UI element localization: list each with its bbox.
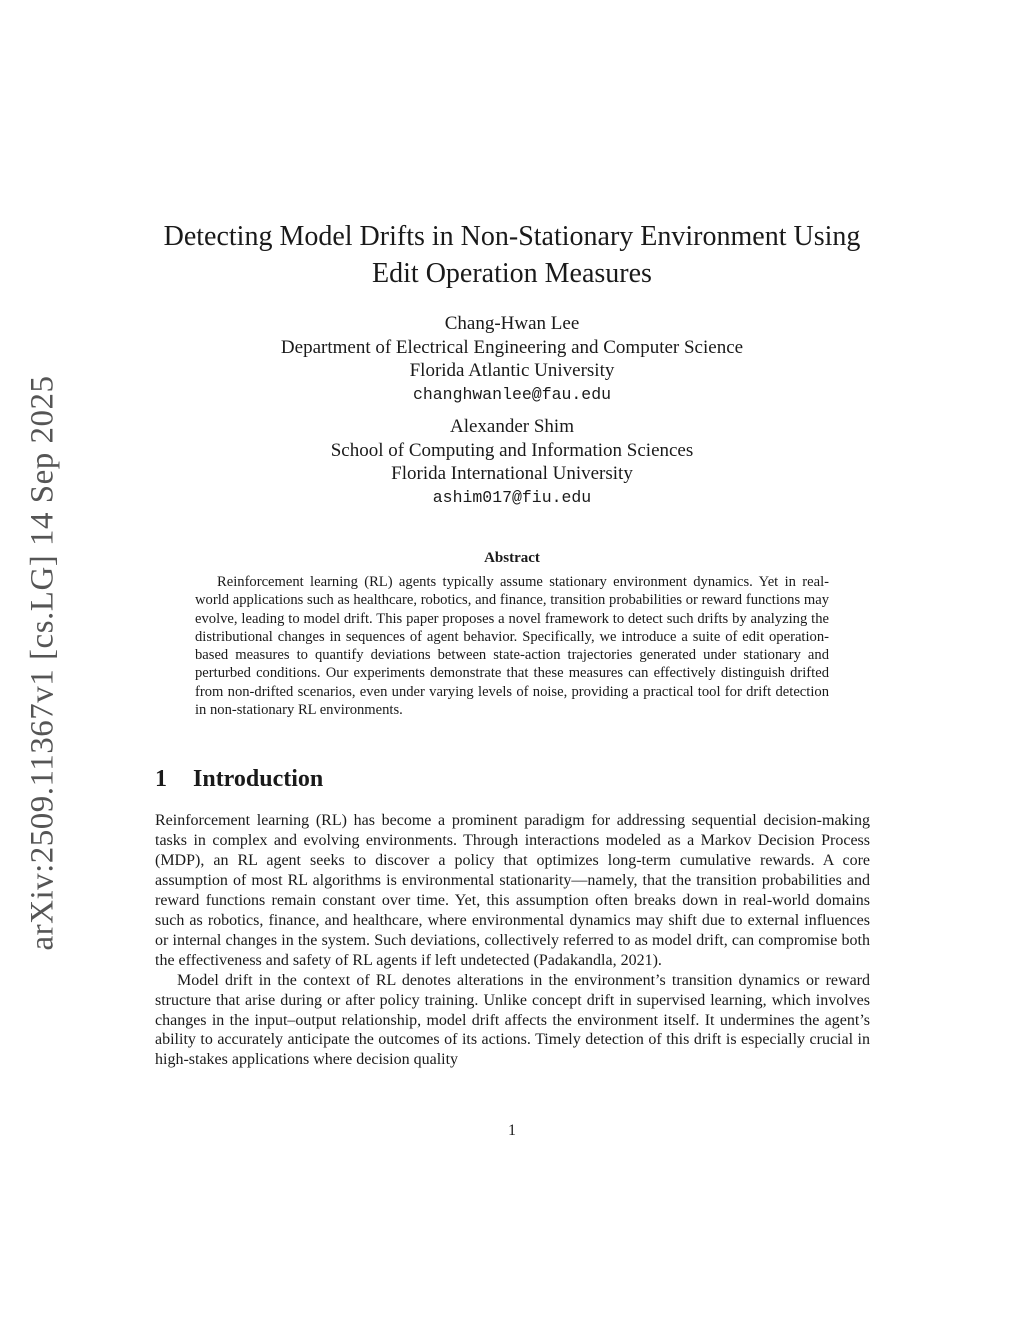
body-paragraph-2: Model drift in the context of RL denotes alterations in the environment’s transition dynamics or reward structure that arise during or after policy training. Unlike concept drift in supervised learning, which involves changes in the input–output relationship, model drift affects the environment itself. It undermines the agent’s ability to accurately anticipate the outcomes of its actions. Timely detection of this drift is especially crucial in high-stakes applications where decision quality — [155, 971, 870, 1069]
section-heading — [155, 766, 323, 793]
author-department: School of Computing and Information Sciences — [330, 439, 694, 461]
section-number: 1 — [155, 766, 167, 792]
author-university: Florida International University — [391, 463, 633, 484]
abstract-heading: Abstract — [484, 550, 540, 566]
body-paragraph-1: Reinforcement learning (RL) has become a prominent paradigm for addressing sequential decision-making tasks in complex and evolving environments. Through interactions modeled as a Markov Decision Process (MDP), an RL agent seeks to discover a policy that optimizes long-term cumulative rewards. A core assumption of most RL algorithms is environmental stationarity—namely, that the transition probabilities and reward functions remain constant over time. Yet, this assumption often breaks down in real-world domains such as robotics, finance, and healthcare, where environmental dynamics may shift due to external influences or internal changes in the system. Such deviations, collectively referred to as model drift, can compromise both the effectiveness and safety of RL agents if left undetected (Padakandla, 2021). — [155, 812, 870, 969]
section-body — [155, 811, 870, 1070]
author-name: Alexander Shim — [449, 416, 574, 437]
author-email[interactable]: changhwanlee@fau.edu — [412, 384, 612, 404]
author-block-2 — [130, 415, 894, 509]
author-name: Chang-Hwan Lee — [444, 313, 580, 334]
title-line-1: Detecting Model Drifts in Non-Stationary Environment Using — [163, 221, 861, 252]
author-department: Department of Electrical Engineering and Computer Science — [280, 336, 744, 358]
author-block-1 — [130, 312, 894, 406]
paper-title — [130, 218, 894, 292]
title-line-2: Edit Operation Measures — [372, 258, 652, 289]
arxiv-identifier-stamp: arXiv:2509.11367v1 [cs.LG] 14 Sep 2025 — [24, 375, 61, 951]
author-email[interactable]: ashim017@fiu.edu — [432, 487, 592, 507]
author-university: Florida Atlantic University — [409, 360, 615, 381]
abstract-text: Reinforcement learning (RL) agents typically assume stationary environment dynamics. Yet in real-world applications such as healthcare, robotics, and finance, transition probabilities or reward functions may evolve, leading to model drift. This paper proposes a novel framework to detect such drifts by analyzing the distributional changes in sequences of agent behavior. Specifically, we introduce a suite of edit operation-based measures to quantify deviations between state-action trajectories generated under stationary and perturbed conditions. Our experiments demonstrate that these measures can effectively distinguish drifted from non-drifted scenarios, even under varying levels of noise, providing a practical tool for drift detection in non-stationary RL environments. — [195, 574, 829, 719]
section-title: Introduction — [193, 766, 324, 792]
page-number: 1 — [508, 1122, 516, 1139]
